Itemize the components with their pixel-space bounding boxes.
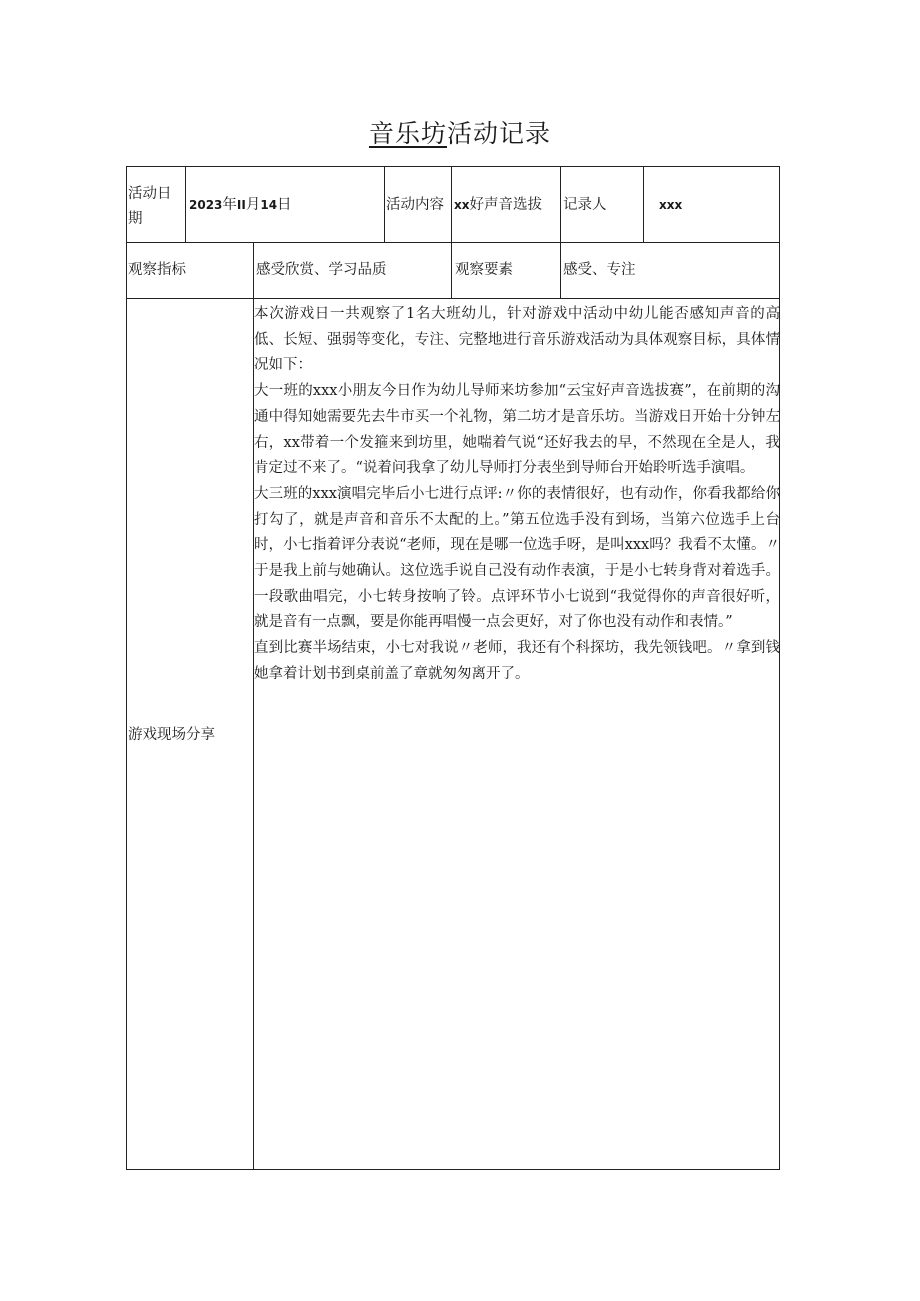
row-divider-2 (126, 298, 780, 299)
col-divider-e (643, 166, 644, 243)
col-divider-a (185, 166, 186, 243)
paragraph: 本次游戏日一共观察了1名大班幼儿，针对游戏中活动中幼儿能否感知声音的高低、长短、强弱等变化，专注、完整地进行音乐游戏活动为具体观察目标，具体情况如下： (254, 306, 780, 374)
share-label: 游戏现场分享 (128, 727, 215, 743)
date-day-unit: 日 (277, 197, 292, 213)
paragraph: 大一班的xxx小朋友今日作为幼儿导师来坊参加“云宝好声音选拔赛”，在前期的沟通中得知她需要先去牛市买一个礼物，第二坊才是音乐坊。当游戏日开始十分钟左右，xx带着一个发箍来到坊里，她喘着气说“还好我去的早，不然现在全是人，我肯定过不来了。“说着问我拿了幼儿导师打分表坐到导师台开始聆听选手演唱。 (254, 383, 780, 477)
share-content (254, 302, 780, 688)
elements-label: 观察要素 (455, 262, 513, 278)
col-divider-b (384, 166, 385, 243)
date-month: II (236, 198, 246, 212)
paragraph: 直到比赛半场结束，小七对我说〃老师，我还有个科探坊，我先领钱吧。〃拿到钱她拿着计划书到桌前盖了章就匆匆离开了。 (254, 640, 780, 682)
title-rest: 活动记录 (447, 119, 552, 148)
date-month-unit: 月 (245, 197, 261, 213)
activity-content-label: 活动内容 (386, 197, 444, 213)
indicator-value: 感受欣赏、学习品质 (256, 262, 387, 278)
recorder-label: 记录人 (563, 197, 607, 213)
date-label: 活动日期 (128, 186, 172, 227)
elements-value: 感受、专注 (563, 262, 636, 278)
activity-content-value (454, 193, 542, 218)
row-divider-1 (126, 242, 780, 243)
col-divider-c (451, 166, 452, 299)
content-prefix: xx (454, 198, 470, 212)
recorder-value: xxx (659, 198, 683, 212)
indicator-label: 观察指标 (128, 262, 186, 278)
title-underlined: 音乐坊 (368, 119, 447, 148)
paragraph: 大三班的xxx演唱完毕后小七进行点评:〃你的表情很好，也有动作，你看我都给你打勾了，就是声音和音乐不太配的上。”第五位选手没有到场，当第六位选手上台时，小七指着评分表说“老师，现在是哪一位选手呀，是叫xxx吗？我看不太懂。〃于是我上前与她确认。这位选手说自己没有动作表演，于是小七转身背对着选手。一段歌曲唱完，小七转身按响了铃。点评环节小七说到“我觉得你的声音很好听，就是音有一点飘，要是你能再唱慢一点会更好，对了你也没有动作和表情。” (254, 485, 780, 631)
date-year-unit: 年 (222, 197, 237, 213)
date-day: 14 (260, 198, 278, 212)
col-divider-d (560, 166, 561, 299)
page-title (0, 114, 920, 150)
date-year: 2023 (189, 198, 223, 212)
date-value (189, 193, 292, 218)
content-value: 好声音选拔 (469, 197, 542, 213)
